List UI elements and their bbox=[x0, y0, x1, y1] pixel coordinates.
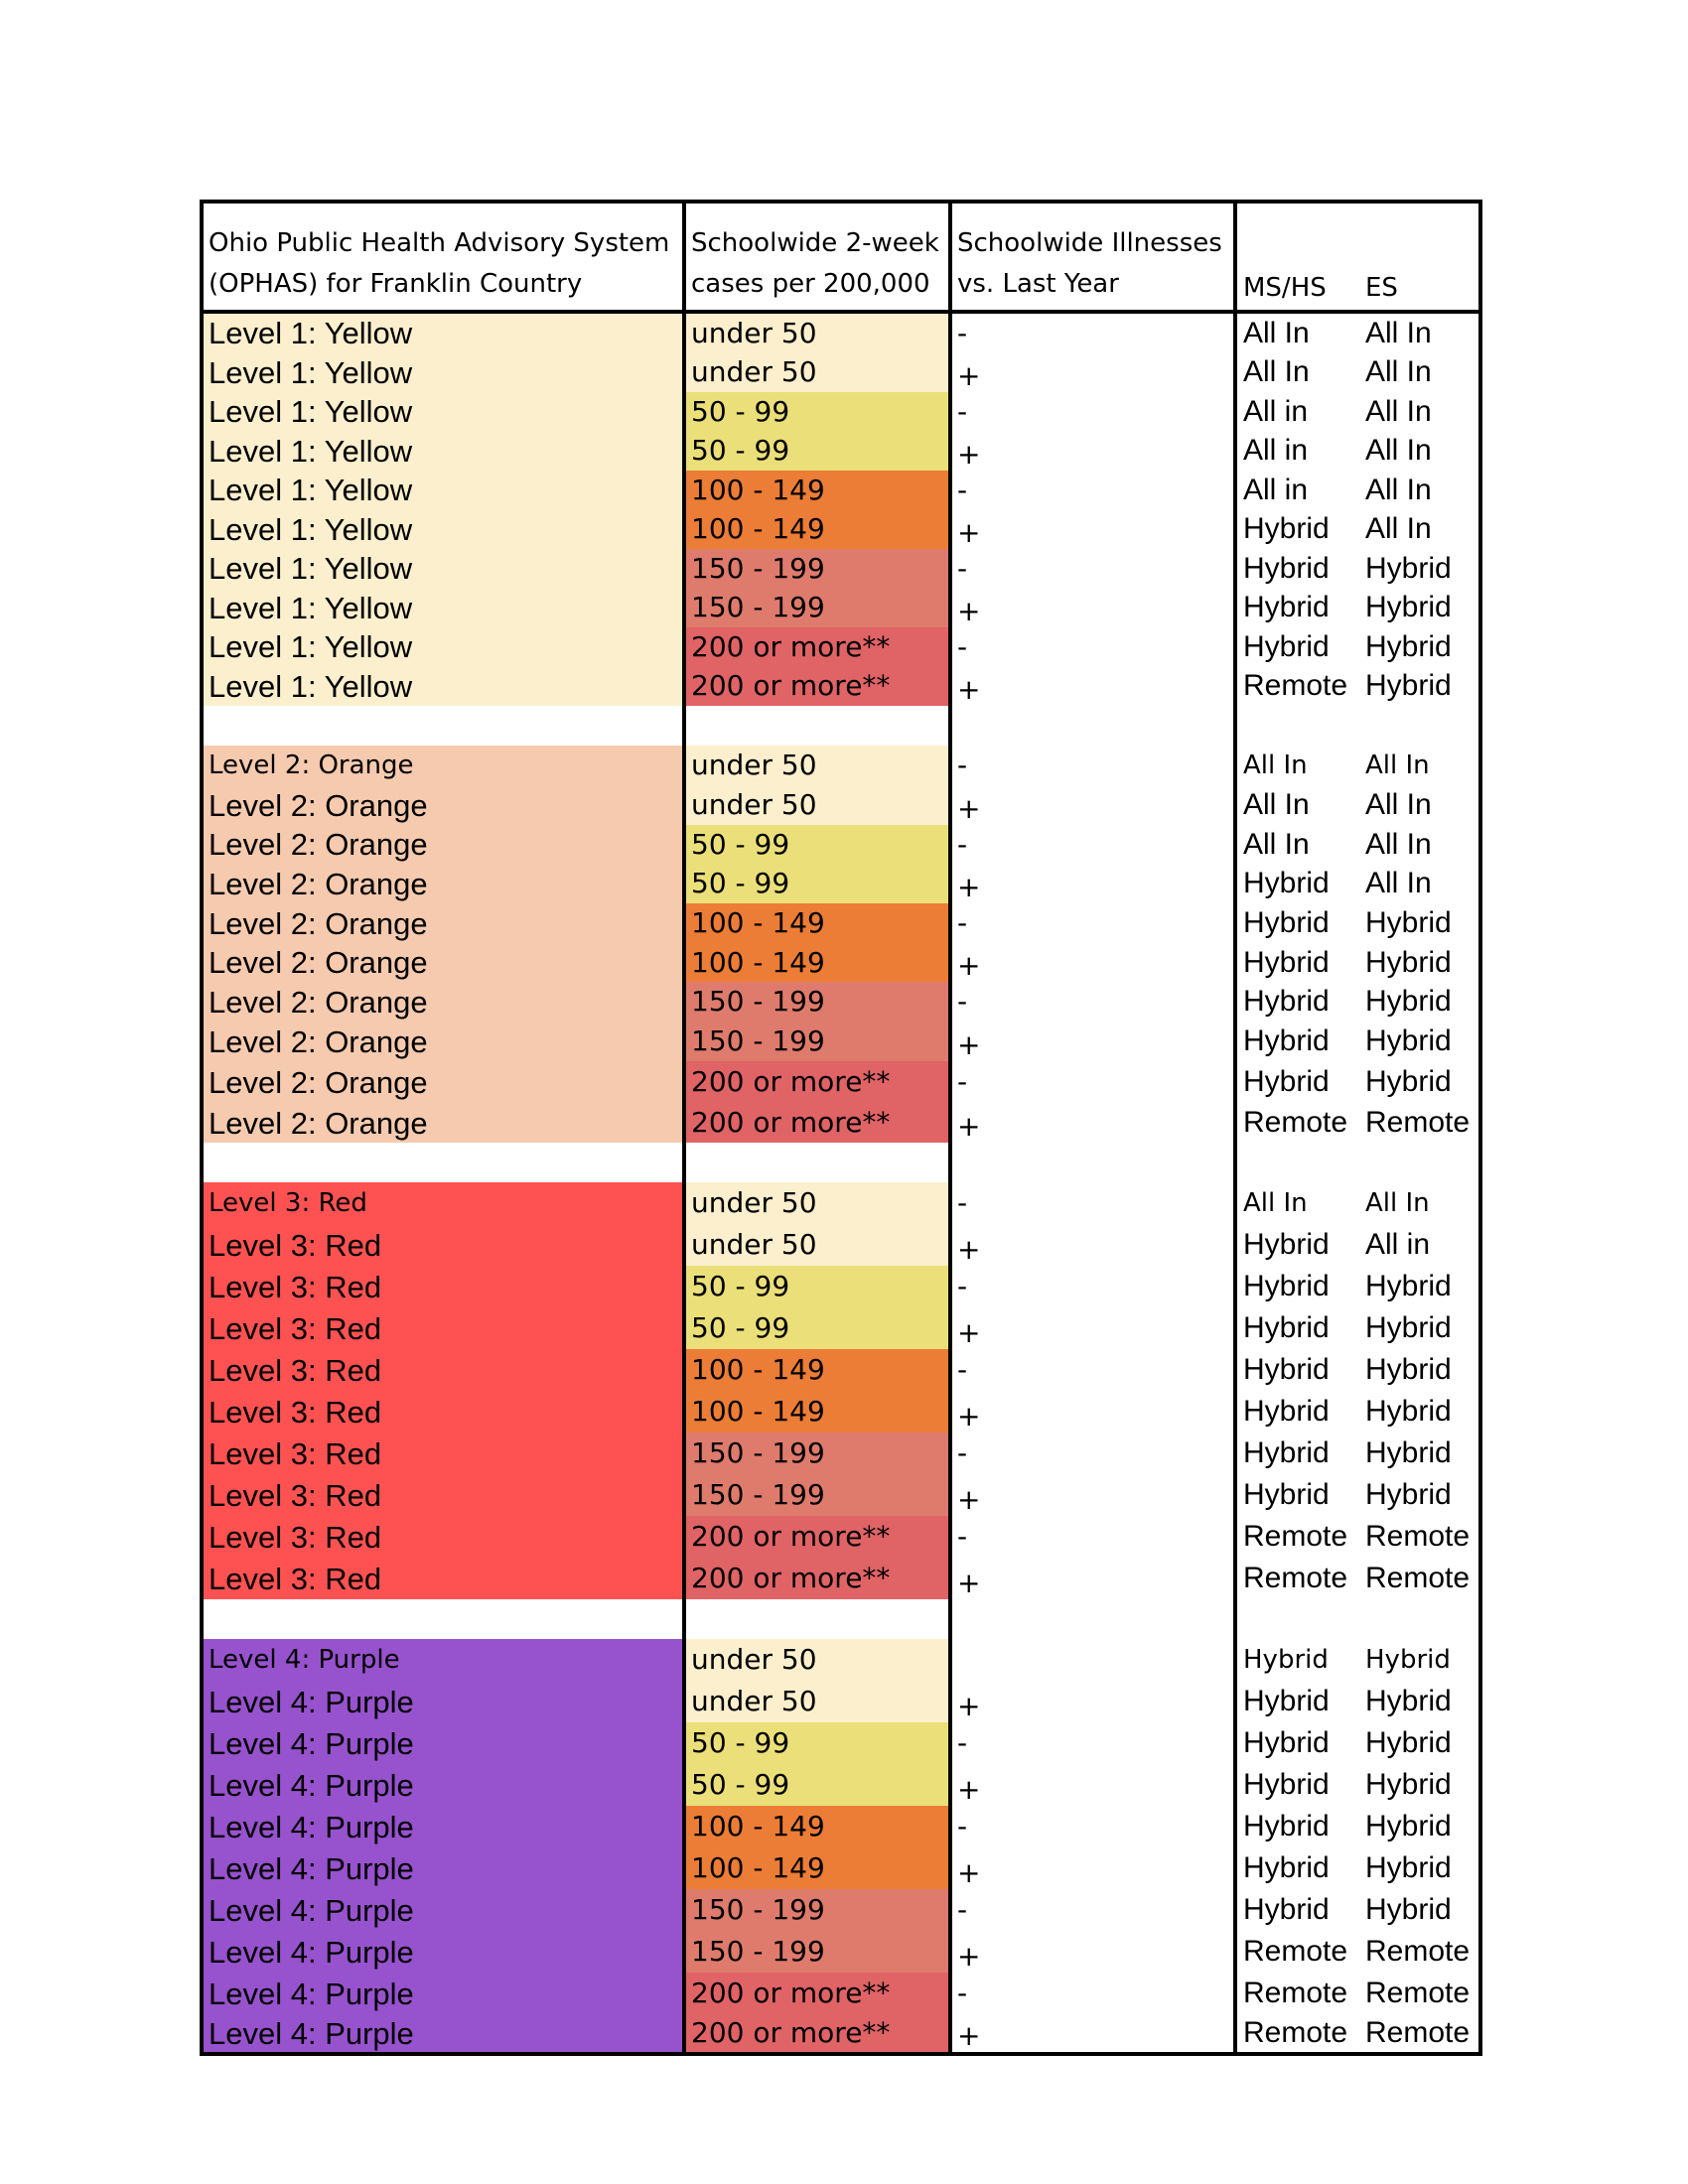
mshs-mode-cell: Remote bbox=[1233, 1931, 1361, 1973]
trend-cell: - bbox=[948, 314, 1233, 352]
level-cell: Level 4: Purple bbox=[204, 1806, 682, 1847]
cases-cell: 50 - 99 bbox=[682, 1266, 948, 1307]
cases-cell: under 50 bbox=[682, 785, 948, 825]
guidance-table bbox=[200, 200, 1482, 2056]
mshs-mode-cell: All in bbox=[1233, 471, 1361, 509]
table-row bbox=[204, 471, 1478, 509]
level-cell: Level 1: Yellow bbox=[204, 314, 682, 352]
table-row bbox=[204, 1931, 1478, 1973]
es-mode-cell: All In bbox=[1365, 788, 1432, 821]
trend-cell: - bbox=[948, 392, 1233, 431]
trend-cell: - bbox=[948, 1433, 1233, 1474]
cases-cell: 50 - 99 bbox=[682, 1764, 948, 1806]
cases-cell: 100 - 149 bbox=[682, 1806, 948, 1847]
es-mode-cell: Hybrid bbox=[1365, 629, 1452, 663]
cases-cell: 200 or more** bbox=[682, 1061, 948, 1103]
spacer-cell bbox=[682, 1599, 948, 1639]
cases-cell: 150 - 199 bbox=[682, 1931, 948, 1973]
level-cell: Level 4: Purple bbox=[204, 1681, 682, 1722]
trend-cell: + bbox=[948, 1022, 1233, 1061]
es-mode-cell: Hybrid bbox=[1365, 1395, 1452, 1428]
trend-cell: + bbox=[948, 1391, 1233, 1433]
table-row bbox=[204, 392, 1478, 431]
es-mode-cell: Hybrid bbox=[1365, 1768, 1452, 1801]
level-cell: Level 3: Red bbox=[204, 1433, 682, 1474]
cases-cell: under 50 bbox=[682, 1639, 948, 1681]
level-cell: Level 1: Yellow bbox=[204, 431, 682, 471]
es-mode-cell: Hybrid bbox=[1365, 1645, 1451, 1675]
level-cell: Level 4: Purple bbox=[204, 1889, 682, 1931]
table-row bbox=[204, 825, 1478, 864]
table-row bbox=[204, 1806, 1478, 1847]
level-cell: Level 3: Red bbox=[204, 1349, 682, 1391]
mshs-mode-cell: Hybrid bbox=[1233, 509, 1361, 549]
level-cell: Level 2: Orange bbox=[204, 943, 682, 982]
level-cell: Level 1: Yellow bbox=[204, 627, 682, 666]
trend-cell: - bbox=[948, 1722, 1233, 1764]
table-row bbox=[204, 1266, 1478, 1307]
es-mode-cell: Hybrid bbox=[1365, 1478, 1452, 1511]
es-mode-cell: Hybrid bbox=[1365, 1893, 1452, 1926]
level-cell: Level 2: Orange bbox=[204, 1022, 682, 1061]
mshs-mode-cell: Hybrid bbox=[1233, 1806, 1361, 1847]
es-mode-cell: All In bbox=[1365, 473, 1432, 506]
trend-cell: - bbox=[948, 746, 1233, 785]
mshs-mode-cell: All in bbox=[1233, 431, 1361, 471]
cases-cell: 150 - 199 bbox=[682, 1022, 948, 1061]
trend-cell: + bbox=[948, 509, 1233, 549]
cases-cell: 200 or more** bbox=[682, 627, 948, 666]
mshs-mode-cell: Hybrid bbox=[1233, 943, 1361, 982]
trend-cell: - bbox=[948, 1516, 1233, 1558]
mshs-mode-cell: All In bbox=[1233, 1182, 1361, 1224]
trend-cell: - bbox=[948, 627, 1233, 666]
cases-cell: 150 - 199 bbox=[682, 1889, 948, 1931]
spacer-cell bbox=[1361, 706, 1478, 746]
mshs-mode-cell: Hybrid bbox=[1233, 588, 1361, 627]
cases-cell: 200 or more** bbox=[682, 1558, 948, 1599]
es-mode-cell: Hybrid bbox=[1365, 945, 1452, 979]
cases-cell: 150 - 199 bbox=[682, 1474, 948, 1516]
level-cell: Level 3: Red bbox=[204, 1266, 682, 1307]
table-row bbox=[204, 627, 1478, 666]
spacer-cell bbox=[1361, 1599, 1478, 1639]
spacer-cell bbox=[682, 706, 948, 746]
table-row bbox=[204, 1681, 1478, 1722]
es-mode-cell: Hybrid bbox=[1365, 906, 1452, 939]
es-mode-cell: All in bbox=[1365, 1228, 1431, 1261]
cases-cell: under 50 bbox=[682, 314, 948, 352]
table-row bbox=[204, 943, 1478, 982]
cases-cell: 200 or more** bbox=[682, 1516, 948, 1558]
table-row bbox=[204, 431, 1478, 471]
table-row bbox=[204, 1639, 1478, 1681]
es-mode-cell: Hybrid bbox=[1365, 669, 1452, 702]
es-mode-cell: Hybrid bbox=[1365, 1311, 1452, 1344]
spacer-cell bbox=[1233, 706, 1361, 746]
trend-cell: - bbox=[948, 1266, 1233, 1307]
es-mode-cell: All In bbox=[1365, 434, 1432, 467]
spacer-cell bbox=[948, 1143, 1233, 1182]
level-cell: Level 1: Yellow bbox=[204, 471, 682, 509]
trend-cell: + bbox=[948, 1764, 1233, 1806]
cases-cell: 100 - 149 bbox=[682, 943, 948, 982]
mshs-mode-cell: Hybrid bbox=[1233, 1764, 1361, 1806]
mshs-mode-cell: Hybrid bbox=[1233, 549, 1361, 588]
table-row bbox=[204, 588, 1478, 627]
cases-cell: 50 - 99 bbox=[682, 1722, 948, 1764]
mshs-mode-cell: All In bbox=[1233, 314, 1361, 352]
mshs-mode-cell: Hybrid bbox=[1233, 1722, 1361, 1764]
table-row bbox=[204, 352, 1478, 392]
mshs-mode-cell: Remote bbox=[1233, 1558, 1361, 1599]
trend-cell: + bbox=[948, 666, 1233, 706]
level-cell: Level 3: Red bbox=[204, 1224, 682, 1266]
mshs-mode-cell: Hybrid bbox=[1233, 903, 1361, 943]
cases-cell: under 50 bbox=[682, 1681, 948, 1722]
table-row bbox=[204, 982, 1478, 1022]
trend-cell: - bbox=[948, 1889, 1233, 1931]
mshs-mode-cell: All In bbox=[1233, 785, 1361, 825]
level-cell: Level 1: Yellow bbox=[204, 509, 682, 549]
mshs-mode-cell: Remote bbox=[1233, 1973, 1361, 2014]
table-row bbox=[204, 1889, 1478, 1931]
trend-cell: + bbox=[948, 864, 1233, 903]
trend-cell: + bbox=[948, 431, 1233, 471]
cases-cell: 50 - 99 bbox=[682, 431, 948, 471]
table-row bbox=[204, 1847, 1478, 1889]
cases-cell: 100 - 149 bbox=[682, 1391, 948, 1433]
table-row bbox=[204, 1516, 1478, 1558]
es-mode-cell: All In bbox=[1365, 751, 1430, 780]
header-mshs: MS/HS bbox=[1233, 204, 1361, 310]
es-mode-cell: Hybrid bbox=[1365, 1024, 1452, 1057]
es-mode-cell: All In bbox=[1365, 512, 1432, 545]
es-mode-cell: Remote bbox=[1365, 1935, 1471, 1968]
spacer-cell bbox=[204, 1143, 682, 1182]
trend-cell: + bbox=[948, 1474, 1233, 1516]
spacer-cell bbox=[948, 1599, 1233, 1639]
table-body bbox=[204, 314, 1478, 2052]
level-cell: Level 4: Purple bbox=[204, 1973, 682, 2014]
mshs-mode-cell: All in bbox=[1233, 392, 1361, 431]
level-cell: Level 2: Orange bbox=[204, 903, 682, 943]
cases-cell: 200 or more** bbox=[682, 1103, 948, 1143]
es-mode-cell: All In bbox=[1365, 827, 1432, 861]
table-row bbox=[204, 746, 1478, 785]
spacer-cell bbox=[948, 706, 1233, 746]
table-row bbox=[204, 1022, 1478, 1061]
spacer-cell bbox=[682, 1143, 948, 1182]
cases-cell: 200 or more** bbox=[682, 2014, 948, 2052]
trend-cell: + bbox=[948, 785, 1233, 825]
mshs-mode-cell: Hybrid bbox=[1233, 1681, 1361, 1722]
mshs-mode-cell: Hybrid bbox=[1233, 1391, 1361, 1433]
es-mode-cell: All In bbox=[1365, 867, 1432, 899]
mshs-mode-cell: Hybrid bbox=[1233, 1224, 1361, 1266]
table-row bbox=[204, 1474, 1478, 1516]
mshs-mode-cell: Hybrid bbox=[1233, 982, 1361, 1022]
trend-cell: - bbox=[948, 982, 1233, 1022]
spacer-cell bbox=[1233, 1599, 1361, 1639]
cases-cell: 100 - 149 bbox=[682, 509, 948, 549]
trend-cell: + bbox=[948, 1681, 1233, 1722]
cases-cell: 150 - 199 bbox=[682, 549, 948, 588]
level-cell: Level 2: Orange bbox=[204, 785, 682, 825]
cases-cell: 100 - 149 bbox=[682, 903, 948, 943]
table-row bbox=[204, 1307, 1478, 1349]
level-cell: Level 3: Red bbox=[204, 1558, 682, 1599]
es-mode-cell: Hybrid bbox=[1365, 1436, 1452, 1469]
level-cell: Level 2: Orange bbox=[204, 1103, 682, 1143]
es-mode-cell: Remote bbox=[1365, 1977, 1471, 2009]
table-row bbox=[204, 314, 1478, 352]
table-row bbox=[204, 1391, 1478, 1433]
cases-cell: 100 - 149 bbox=[682, 1349, 948, 1391]
level-cell: Level 3: Red bbox=[204, 1391, 682, 1433]
level-cell: Level 4: Purple bbox=[204, 1847, 682, 1889]
mshs-mode-cell: Hybrid bbox=[1233, 864, 1361, 903]
es-mode-cell: All In bbox=[1365, 316, 1432, 349]
trend-cell: + bbox=[948, 943, 1233, 982]
table-row bbox=[204, 1558, 1478, 1599]
table-row bbox=[204, 1182, 1478, 1224]
es-mode-cell: Hybrid bbox=[1365, 1065, 1452, 1098]
group-spacer bbox=[204, 1599, 1478, 1639]
level-cell: Level 1: Yellow bbox=[204, 666, 682, 706]
mshs-mode-cell: All In bbox=[1233, 825, 1361, 864]
es-mode-cell: All In bbox=[1365, 394, 1432, 428]
mshs-mode-cell: Hybrid bbox=[1233, 1889, 1361, 1931]
cases-cell: 50 - 99 bbox=[682, 392, 948, 431]
level-cell: Level 3: Red bbox=[204, 1182, 682, 1224]
cases-cell: under 50 bbox=[682, 1182, 948, 1224]
mshs-mode-cell: Hybrid bbox=[1233, 1847, 1361, 1889]
table-row bbox=[204, 1722, 1478, 1764]
cases-cell: 150 - 199 bbox=[682, 1433, 948, 1474]
table-row bbox=[204, 1349, 1478, 1391]
table-row bbox=[204, 785, 1478, 825]
trend-cell: + bbox=[948, 1224, 1233, 1266]
trend-cell: - bbox=[948, 825, 1233, 864]
spacer-cell bbox=[1233, 1143, 1361, 1182]
table-row bbox=[204, 1224, 1478, 1266]
table-row bbox=[204, 1061, 1478, 1103]
trend-cell: - bbox=[948, 903, 1233, 943]
mshs-mode-cell: Hybrid bbox=[1233, 1266, 1361, 1307]
cases-cell: 100 - 149 bbox=[682, 1847, 948, 1889]
cases-cell: under 50 bbox=[682, 1224, 948, 1266]
level-cell: Level 4: Purple bbox=[204, 2014, 682, 2052]
mshs-mode-cell: Remote bbox=[1233, 1516, 1361, 1558]
spacer-cell bbox=[1361, 1143, 1478, 1182]
es-mode-cell: All In bbox=[1365, 355, 1432, 388]
spacer-cell bbox=[204, 706, 682, 746]
mshs-mode-cell: Hybrid bbox=[1233, 1639, 1361, 1681]
trend-cell: + bbox=[948, 1103, 1233, 1143]
level-cell: Level 3: Red bbox=[204, 1307, 682, 1349]
level-cell: Level 2: Orange bbox=[204, 864, 682, 903]
cases-cell: 50 - 99 bbox=[682, 1307, 948, 1349]
mshs-mode-cell: Remote bbox=[1233, 1103, 1361, 1143]
es-mode-cell: Hybrid bbox=[1365, 985, 1452, 1018]
level-cell: Level 4: Purple bbox=[204, 1931, 682, 1973]
cases-cell: under 50 bbox=[682, 352, 948, 392]
table-row bbox=[204, 1103, 1478, 1143]
table-row bbox=[204, 1433, 1478, 1474]
level-cell: Level 1: Yellow bbox=[204, 588, 682, 627]
table-row bbox=[204, 1764, 1478, 1806]
table-row bbox=[204, 666, 1478, 706]
level-cell: Level 1: Yellow bbox=[204, 549, 682, 588]
es-mode-cell: Remote bbox=[1365, 2016, 1471, 2049]
trend-cell bbox=[948, 1639, 1233, 1681]
level-cell: Level 1: Yellow bbox=[204, 352, 682, 392]
table-row bbox=[204, 509, 1478, 549]
mshs-mode-cell: Hybrid bbox=[1233, 1307, 1361, 1349]
header-illnesses: Schoolwide Illnesses vs. Last Year bbox=[948, 204, 1233, 310]
level-cell: Level 2: Orange bbox=[204, 982, 682, 1022]
level-cell: Level 2: Orange bbox=[204, 746, 682, 785]
es-mode-cell: Remote bbox=[1365, 1562, 1471, 1594]
table-header-row bbox=[204, 204, 1478, 314]
header-es: ES bbox=[1365, 272, 1398, 303]
mshs-mode-cell: Hybrid bbox=[1233, 1022, 1361, 1061]
cases-cell: under 50 bbox=[682, 746, 948, 785]
level-cell: Level 4: Purple bbox=[204, 1764, 682, 1806]
trend-cell: + bbox=[948, 1931, 1233, 1973]
trend-cell: + bbox=[948, 588, 1233, 627]
level-cell: Level 3: Red bbox=[204, 1516, 682, 1558]
cases-cell: 50 - 99 bbox=[682, 825, 948, 864]
level-cell: Level 1: Yellow bbox=[204, 392, 682, 431]
mshs-mode-cell: Remote bbox=[1233, 666, 1361, 706]
trend-cell: - bbox=[948, 1349, 1233, 1391]
es-mode-cell: Hybrid bbox=[1365, 1353, 1452, 1386]
trend-cell: + bbox=[948, 1558, 1233, 1599]
table-row bbox=[204, 864, 1478, 903]
trend-cell: + bbox=[948, 1307, 1233, 1349]
group-spacer bbox=[204, 706, 1478, 746]
table-row bbox=[204, 549, 1478, 588]
cases-cell: 100 - 149 bbox=[682, 471, 948, 509]
es-mode-cell: Remote bbox=[1365, 1106, 1471, 1139]
group-spacer bbox=[204, 1143, 1478, 1182]
es-mode-cell: All In bbox=[1365, 1188, 1430, 1218]
table-row bbox=[204, 903, 1478, 943]
level-cell: Level 3: Red bbox=[204, 1474, 682, 1516]
mshs-mode-cell: All In bbox=[1233, 352, 1361, 392]
spacer-cell bbox=[204, 1599, 682, 1639]
mshs-mode-cell: Hybrid bbox=[1233, 1061, 1361, 1103]
es-mode-cell: Hybrid bbox=[1365, 1810, 1452, 1843]
trend-cell: + bbox=[948, 352, 1233, 392]
header-cases: Schoolwide 2-week cases per 200,000 bbox=[682, 204, 948, 310]
table-row bbox=[204, 2014, 1478, 2052]
trend-cell: - bbox=[948, 471, 1233, 509]
es-mode-cell: Hybrid bbox=[1365, 551, 1452, 585]
trend-cell: + bbox=[948, 1847, 1233, 1889]
cases-cell: 50 - 99 bbox=[682, 864, 948, 903]
trend-cell: - bbox=[948, 1182, 1233, 1224]
level-cell: Level 4: Purple bbox=[204, 1639, 682, 1681]
mshs-mode-cell: All In bbox=[1233, 746, 1361, 785]
level-cell: Level 2: Orange bbox=[204, 1061, 682, 1103]
header-opahs: Ohio Public Health Advisory System (OPHAS) for Franklin Country bbox=[209, 228, 670, 299]
trend-cell: - bbox=[948, 1061, 1233, 1103]
cases-cell: 150 - 199 bbox=[682, 982, 948, 1022]
trend-cell: - bbox=[948, 1973, 1233, 2014]
mshs-mode-cell: Hybrid bbox=[1233, 627, 1361, 666]
es-mode-cell: Remote bbox=[1365, 1520, 1471, 1553]
level-cell: Level 4: Purple bbox=[204, 1722, 682, 1764]
mshs-mode-cell: Hybrid bbox=[1233, 1433, 1361, 1474]
mshs-mode-cell: Remote bbox=[1233, 2014, 1361, 2052]
es-mode-cell: Hybrid bbox=[1365, 591, 1452, 623]
cases-cell: 200 or more** bbox=[682, 1973, 948, 2014]
trend-cell: + bbox=[948, 2014, 1233, 2052]
es-mode-cell: Hybrid bbox=[1365, 1726, 1452, 1759]
trend-cell: - bbox=[948, 1806, 1233, 1847]
level-cell: Level 2: Orange bbox=[204, 825, 682, 864]
mshs-mode-cell: Hybrid bbox=[1233, 1349, 1361, 1391]
cases-cell: 200 or more** bbox=[682, 666, 948, 706]
es-mode-cell: Hybrid bbox=[1365, 1685, 1452, 1717]
table-row bbox=[204, 1973, 1478, 2014]
cases-cell: 150 - 199 bbox=[682, 588, 948, 627]
es-mode-cell: Hybrid bbox=[1365, 1851, 1452, 1884]
es-mode-cell: Hybrid bbox=[1365, 1270, 1452, 1302]
mshs-mode-cell: Hybrid bbox=[1233, 1474, 1361, 1516]
trend-cell: - bbox=[948, 549, 1233, 588]
